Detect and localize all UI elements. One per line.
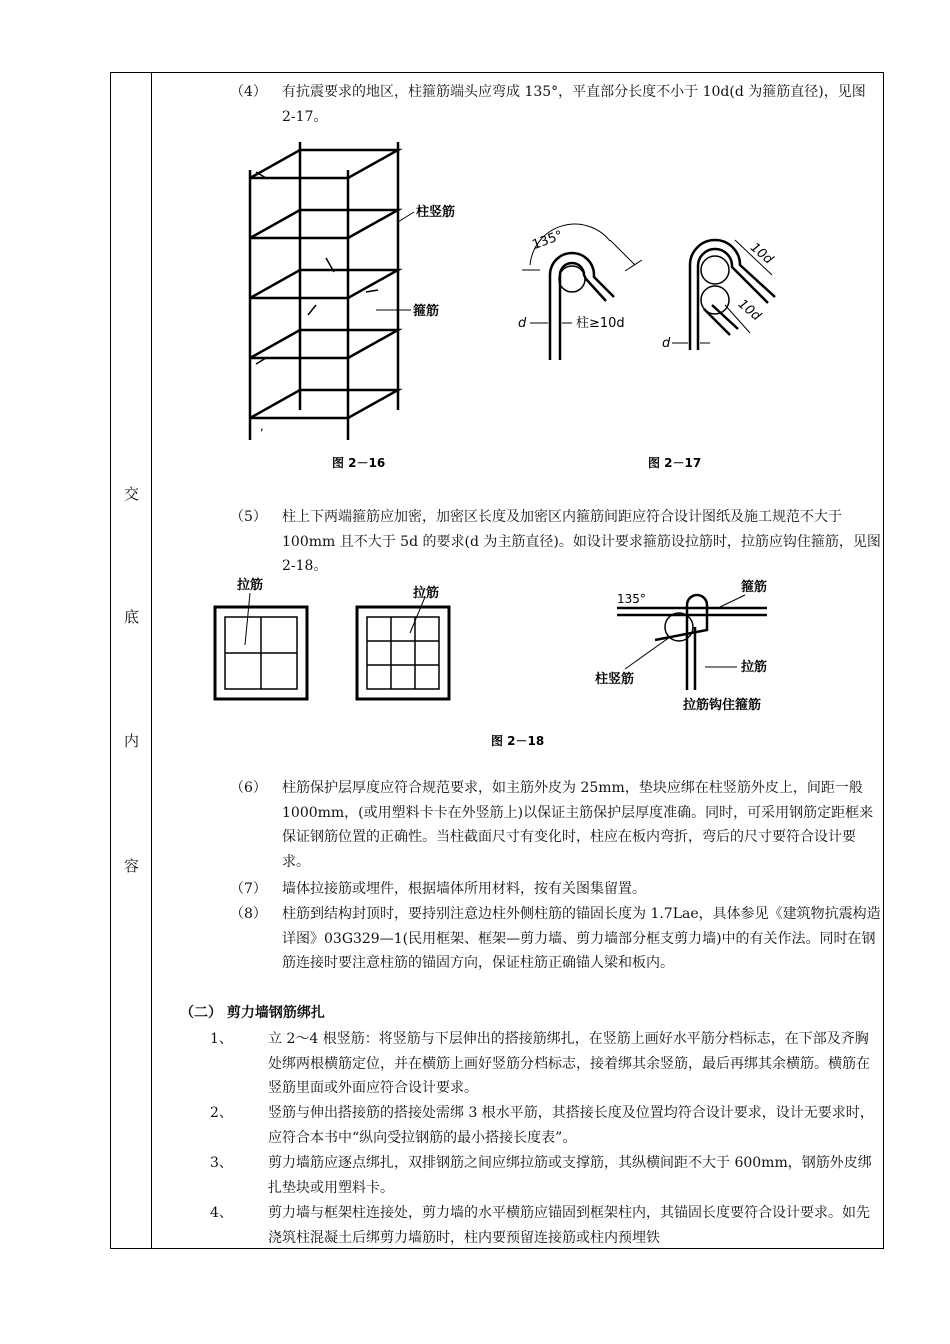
- item-number: （4）: [230, 84, 267, 100]
- step-number: 2、: [210, 1105, 233, 1121]
- label-column-bar: 柱竖筋: [595, 672, 635, 687]
- label-column-bar: 柱竖筋: [416, 205, 456, 220]
- item-text: 墙体拉接筋或埋件，根据墙体所用材料，按有关图集留置。: [282, 881, 646, 897]
- step-text: 竖筋与伸出搭接筋的搭接处需绑 3 根水平筋，其搭接长度及位置均符合设计要求，设计无要求时，应符合本书中“纵向受拉钢筋的最小搭接长度表”。: [268, 1105, 874, 1146]
- item-text: 有抗震要求的地区，柱箍筋端头应弯成 135°，平直部分长度不小于 10d(d 为箍筋直径)，见图 2-17。: [282, 84, 866, 125]
- figure-2-18: [205, 575, 805, 750]
- label-10d: 10d: [734, 296, 764, 325]
- section-heading: （二） 剪力墙钢筋绑扎: [180, 1005, 325, 1021]
- step-number: 3、: [210, 1155, 233, 1171]
- label-d: d: [518, 316, 527, 331]
- item-number: （5）: [230, 509, 267, 525]
- label-tie: 拉筋: [237, 578, 264, 593]
- label-d: d: [662, 336, 671, 351]
- label-hook-note: 拉筋钩住箍筋: [683, 698, 762, 713]
- label-10d: 10d: [747, 240, 776, 268]
- figure-caption: 图 2－17: [648, 456, 702, 470]
- item-text: 柱筋到结构封顶时，要持别注意边柱外侧柱筋的锚固长度为 1.7Lae，具体参见《建筑物抗震构造详图》03G329—1(民用框架、框架—剪力墙、剪力墙部分框支剪力墙)中的有关作法。同时在钢筋连接时要注意柱筋的锚固方向，保证柱筋正确锚人梁和板内。: [282, 906, 881, 971]
- label-angle: 135°: [530, 228, 565, 253]
- column-divider: [151, 72, 152, 1249]
- figure-caption: 图 2－18: [491, 734, 545, 748]
- figure-2-16: [236, 140, 466, 475]
- label-angle: 135°: [617, 592, 646, 606]
- figure-caption: 图 2－16: [332, 456, 386, 470]
- label-tie: 拉筋: [413, 586, 440, 601]
- step-number: 1、: [210, 1031, 233, 1047]
- step-text: 立 2～4 根竖筋：将竖筋与下层伸出的搭接筋绑扎，在竖筋上画好水平筋分档标志，在下部及齐胸处绑两根横筋定位，并在横筋上画好竖筋分档标志，接着绑其余竖筋，最后再绑其余横筋。横筋在竖筋里面或外面应符合设计要求。: [268, 1031, 870, 1096]
- side-label-char: 内: [124, 732, 140, 750]
- item-number: （7）: [230, 881, 267, 897]
- step-number: 4、: [210, 1205, 233, 1221]
- side-label-char: 交: [124, 485, 140, 503]
- side-label-char: 容: [124, 857, 140, 875]
- label-tie: 拉筋: [741, 660, 768, 675]
- side-label-char: 底: [124, 608, 140, 626]
- item-number: （8）: [230, 906, 267, 922]
- step-text: 剪力墙与框架柱连接处，剪力墙的水平横筋应锚固到框架柱内，其锚固长度要符合设计要求。如先浇筑柱混凝土后绑剪力墙筋时，柱内要预留连接筋或柱内预埋铁: [268, 1205, 870, 1246]
- label-column: 柱≥10d: [576, 316, 625, 331]
- item-text: 柱上下两端箍筋应加密，加密区长度及加密区内箍筋间距应符合设计图纸及施工规范不大于 100mm 且不大于 5d 的要求(d 为主筋直径)。如设计要求箍筋设拉筋时，拉筋应钩住箍筋，见图 2-18。: [282, 509, 881, 574]
- step-text: 剪力墙筋应逐点绑扎，双排钢筋之间应绑拉筋或支撑筋，其纵横间距不大于 600mm，钢筋外皮绑扎垫块或用塑料卡。: [268, 1155, 872, 1196]
- item-number: （6）: [230, 780, 267, 796]
- figure-2-17: [510, 205, 800, 475]
- svg-text:,: ,: [260, 419, 264, 433]
- item-text: 柱筋保护层厚度应符合规范要求，如主筋外皮为 25mm，垫块应绑在柱竖筋外皮上，间距一般 1000mm，(或用塑料卡卡在外竖筋上)以保证主筋保护层厚度准确。同时，可采用钢筋定距框来保证钢筋位置的正确性。当柱截面尺寸有变化时，柱应在板内弯折，弯后的尺寸要符合设计要求。: [282, 780, 874, 870]
- label-stirrup: 箍筋: [413, 304, 440, 319]
- label-stirrup: 箍筋: [741, 580, 768, 595]
